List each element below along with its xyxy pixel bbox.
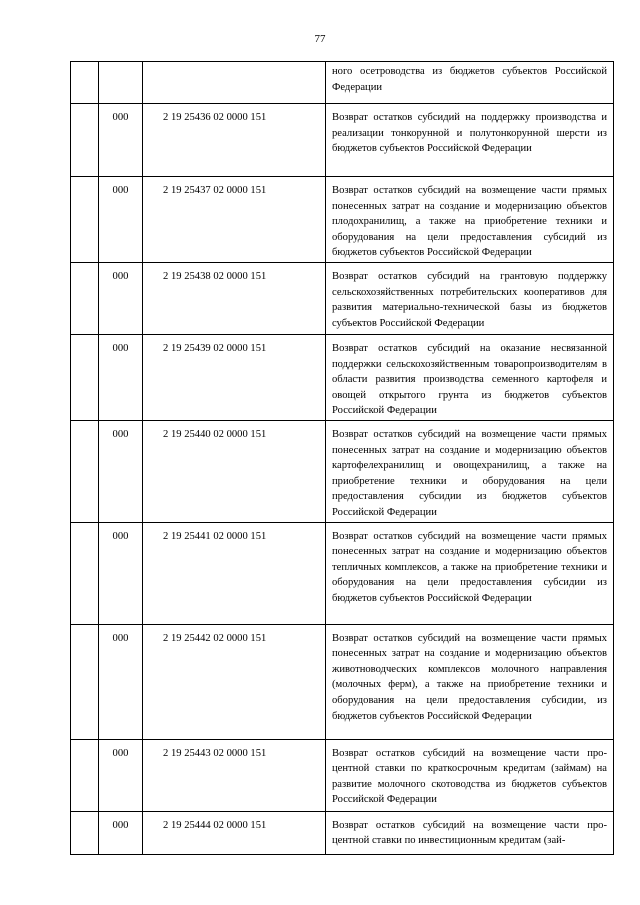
description-cell: Возврат остатков субсидий на возмещение части прямых понесенных затрат на создание и модернизацию объектов тепличных комплексов, а также на приобретение техники и оборудования на цели предоставления субсидии из бюджетов субъектов Российской Федерации — [326, 522, 614, 624]
admin-code-cell: 000 — [99, 263, 143, 335]
description-cell: ного осетроводства из бюджетов субъектов Российской Федерации — [326, 62, 614, 104]
budget-code-cell — [143, 62, 326, 104]
budget-code-cell: 2 19 25440 02 0000 151 — [143, 421, 326, 523]
description-cell: Возврат остатков субсидий на грантовую поддержку сельскохозяйственных потребительских кооперативов для развития материально-технической базы из бюджетов субъектов Российской Федерации — [326, 263, 614, 335]
description-cell: Возврат остатков субсидий на оказание несвязанной поддержки сельскохозяйственным товаропроизводителям в области развития производства семенного картофеля и овощей открытого грунта из бюджетов субъектов Российской Федерации — [326, 335, 614, 421]
admin-code-cell: 000 — [99, 335, 143, 421]
budget-code-cell: 2 19 25439 02 0000 151 — [143, 335, 326, 421]
empty-cell — [71, 263, 99, 335]
budget-code-cell: 2 19 25437 02 0000 151 — [143, 177, 326, 263]
budget-code-cell: 2 19 25441 02 0000 151 — [143, 522, 326, 624]
table-row — [71, 263, 614, 335]
budget-code-cell: 2 19 25438 02 0000 151 — [143, 263, 326, 335]
table-row — [71, 62, 614, 104]
budget-code-cell: 2 19 25436 02 0000 151 — [143, 104, 326, 177]
table-row — [71, 811, 614, 854]
description-cell: Возврат остатков субсидий на возмещение части прямых понесенных затрат на создание и модернизацию объектов плодохранилищ, а также на приобретение техники и оборудования на цели предоставления субсидий из бюджетов субъектов Российской Федерации — [326, 177, 614, 263]
table-row — [71, 421, 614, 523]
admin-code-cell: 000 — [99, 522, 143, 624]
admin-code-cell — [99, 62, 143, 104]
description-cell: Возврат остатков субсидий на возмещение части прямых понесенных затрат на создание и модернизацию объектов животноводческих комплексов молочного направления (молочных ферм), а также на приобретение техники и оборудования на цели предоставления субсидии, из бюджетов субъектов Российской Федерации — [326, 624, 614, 739]
empty-cell — [71, 421, 99, 523]
empty-cell — [71, 177, 99, 263]
admin-code-cell: 000 — [99, 177, 143, 263]
empty-cell — [71, 522, 99, 624]
table-row — [71, 104, 614, 177]
description-cell: Возврат остатков субсидий на поддержку производства и реализации тонкорунной и полутонкорунной шерсти из бюджетов субъектов Российской Федерации — [326, 104, 614, 177]
admin-code-cell: 000 — [99, 104, 143, 177]
admin-code-cell: 000 — [99, 739, 143, 811]
description-cell: Возврат остатков субсидий на возмещение части процентной ставки по краткосрочным кредитам (займам) на развитие молочного скотоводства из бюджетов субъектов Российской Федерации — [326, 739, 614, 811]
empty-cell — [71, 624, 99, 739]
description-cell: Возврат остатков субсидий на возмещение части прямых понесенных затрат на создание и модернизацию объектов картофелехранилищ и овощехранилищ, а также на приобретение техники и оборудования на цели предоставления субсидии из бюджетов субъектов Российской Федерации — [326, 421, 614, 523]
empty-cell — [71, 739, 99, 811]
admin-code-cell: 000 — [99, 811, 143, 854]
empty-cell — [71, 104, 99, 177]
table-row — [71, 522, 614, 624]
table-row — [71, 335, 614, 421]
budget-codes-table — [70, 61, 614, 855]
budget-code-cell: 2 19 25444 02 0000 151 — [143, 811, 326, 854]
empty-cell — [71, 335, 99, 421]
description-cell: Возврат остатков субсидий на возмещение части процентной ставки по инвестиционным кредитам (зай- — [326, 811, 614, 854]
admin-code-cell: 000 — [99, 624, 143, 739]
empty-cell — [71, 811, 99, 854]
empty-cell — [71, 62, 99, 104]
table-row — [71, 624, 614, 739]
admin-code-cell: 000 — [99, 421, 143, 523]
table-row — [71, 177, 614, 263]
budget-code-cell: 2 19 25443 02 0000 151 — [143, 739, 326, 811]
page-number: 77 — [314, 33, 326, 45]
table-row — [71, 739, 614, 811]
budget-code-cell: 2 19 25442 02 0000 151 — [143, 624, 326, 739]
